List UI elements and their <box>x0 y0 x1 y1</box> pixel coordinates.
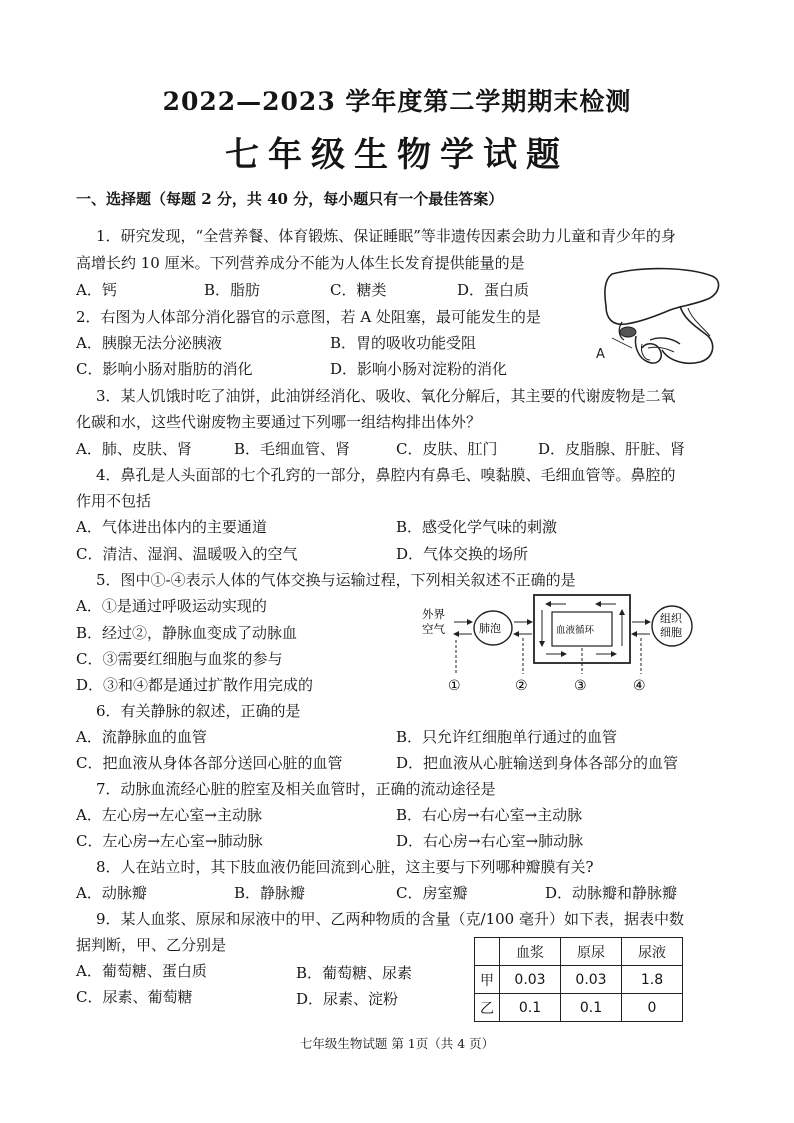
q9-stem-line1: 9．某人血浆、原尿和尿液中的甲、乙两种物质的含量（克/100 毫升）如下表，据表中数 <box>96 910 684 928</box>
q8-option-d: D．动脉瓣和静脉瓣 <box>545 884 678 902</box>
q3-option-d: D．皮脂腺、肝脏、肾 <box>538 440 686 458</box>
marker-3: ③ <box>574 678 587 694</box>
table-cell: 乙 <box>475 994 500 1022</box>
q5-option-d: D．③和④都是通过扩散作用完成的 <box>76 676 314 694</box>
q4-option-c: C．清洁、湿润、温暖吸入的空气 <box>76 545 298 563</box>
q9-option-a: A．葡萄糖、蛋白质 <box>76 962 207 980</box>
q4-stem-line1: 4．鼻孔是人头面部的七个孔窍的一部分，鼻腔内有鼻毛、嗅黏膜、毛细血管等。鼻腔的 <box>96 466 676 484</box>
q1-option-a: A．钙 <box>76 281 117 299</box>
digestive-organs-figure <box>588 262 728 382</box>
q1-stem-line1: 1．研究发现，“全营养餐、体育锻炼、保证睡眠”等非遗传因素会助力儿童和青少年的身 <box>96 227 676 245</box>
exam-title: 2022—2023 学年度第二学期期末检测 <box>162 87 632 116</box>
q3-option-c: C．皮肤、肛门 <box>396 440 498 458</box>
page-footer: 七年级生物试题 第 1页（共 4 页） <box>299 1036 495 1051</box>
label-tissue-2: 细胞 <box>660 626 682 639</box>
exam-subtitle: 七年级生物学试题 <box>225 135 569 175</box>
q3-stem-line2: 化碳和水，这些代谢废物主要通过下列哪一组结构排出体外？ <box>76 413 482 431</box>
q4-option-b: B．感受化学气味的刺激 <box>396 518 558 536</box>
q8-stem: 8．人在站立时，其下肢血液仍能回流到心脏，这主要与下列哪种瓣膜有关? <box>96 858 594 876</box>
q6-stem: 6．有关静脉的叙述，正确的是 <box>96 702 301 720</box>
marker-2: ② <box>515 678 528 694</box>
q3-stem-line1: 3．某人饥饿时吃了油饼，此油饼经消化、吸收、氧化分解后，其主要的代谢废物是二氧 <box>96 387 676 405</box>
q2-option-d: D．影响小肠对淀粉的消化 <box>330 360 508 378</box>
q3-option-a: A．肺、皮肤、肾 <box>76 440 192 458</box>
q4-option-a: A．气体进出体内的主要通道 <box>76 518 267 536</box>
q9-option-d: D．尿素、淀粉 <box>296 990 399 1008</box>
q7-option-c: C．左心房→左心室→肺动脉 <box>76 832 263 850</box>
gas-exchange-diagram <box>416 590 700 702</box>
figure-label-a: A <box>596 347 605 362</box>
q7-stem: 7．动脉血流经心脏的腔室及相关血管时，正确的流动途径是 <box>96 780 496 798</box>
label-outside-air-2: 空气 <box>422 622 445 636</box>
q6-option-d: D．把血液从心脏输送到身体各部分的血管 <box>396 754 679 772</box>
q8-option-b: B．静脉瓣 <box>234 884 306 902</box>
q1-option-d: D．蛋白质 <box>457 281 530 299</box>
label-alveolus: 肺泡 <box>479 622 501 635</box>
q5-option-c: C．③需要红细胞与血浆的参与 <box>76 650 283 668</box>
label-blood-circulation: 血液循环 <box>556 625 595 636</box>
table-header-cell: 血浆 <box>500 938 561 966</box>
q6-option-b: B．只允许红细胞单行通过的血管 <box>396 728 618 746</box>
q2-stem: 2．右图为人体部分消化器官的示意图，若 A 处阻塞，最可能发生的是 <box>76 308 541 326</box>
q8-option-c: C．房室瓣 <box>396 884 468 902</box>
table-header-row <box>475 938 683 966</box>
table-header-cell: 尿液 <box>622 938 683 966</box>
q4-option-d: D．气体交换的场所 <box>396 545 529 563</box>
table-cell: 0.03 <box>561 966 622 994</box>
table-cell: 0.03 <box>500 966 561 994</box>
q6-option-a: A．流静脉血的血管 <box>76 728 207 746</box>
q1-stem-line2: 高增长约 10 厘米。下列营养成分不能为人体生长发育提供能量的是 <box>76 254 525 272</box>
q5-option-b: B．经过②，静脉血变成了动脉血 <box>76 624 298 642</box>
table-row <box>475 994 683 1022</box>
q1-option-b: B．脂肪 <box>204 281 261 299</box>
q9-stem-line2: 据判断，甲、乙分别是 <box>76 936 227 954</box>
q8-option-a: A．动脉瓣 <box>76 884 147 902</box>
table-header-cell: 原尿 <box>561 938 622 966</box>
q7-option-b: B．右心房→右心室→主动脉 <box>396 806 583 824</box>
label-outside-air-1: 外界 <box>422 607 445 621</box>
q2-option-a: A．胰腺无法分泌胰液 <box>76 334 222 352</box>
q2-option-c: C．影响小肠对脂肪的消化 <box>76 360 253 378</box>
q3-option-b: B．毛细血管、肾 <box>234 440 351 458</box>
q7-option-d: D．右心房→右心室→肺动脉 <box>396 832 584 850</box>
q7-option-a: A．左心房→左心室→主动脉 <box>76 806 262 824</box>
marker-1: ① <box>448 678 461 694</box>
table-cell: 0.1 <box>561 994 622 1022</box>
q5-option-a: A．①是通过呼吸运动实现的 <box>76 597 267 615</box>
table-cell: 甲 <box>475 966 500 994</box>
q6-option-c: C．把血液从身体各部分送回心脏的血管 <box>76 754 343 772</box>
marker-4: ④ <box>633 678 646 694</box>
q9-data-table <box>474 937 683 1022</box>
q2-option-b: B．胃的吸收功能受阻 <box>330 334 477 352</box>
q1-option-c: C．糖类 <box>330 281 387 299</box>
table-row <box>475 966 683 994</box>
label-tissue-1: 组织 <box>660 612 682 625</box>
q9-option-b: B．葡萄糖、尿素 <box>296 964 413 982</box>
table-cell: 0 <box>622 994 683 1022</box>
table-cell: 1.8 <box>622 966 683 994</box>
q4-stem-line2: 作用不包括 <box>76 492 152 510</box>
q5-stem: 5．图中①-④表示人体的气体交换与运输过程，下列相关叙述不正确的是 <box>96 571 576 589</box>
table-cell: 0.1 <box>500 994 561 1022</box>
table-header-cell <box>475 938 500 966</box>
q9-option-c: C．尿素、葡萄糖 <box>76 988 193 1006</box>
section-heading: 一、选择题（每题 2 分，共 40 分，每小题只有一个最佳答案） <box>76 190 504 208</box>
